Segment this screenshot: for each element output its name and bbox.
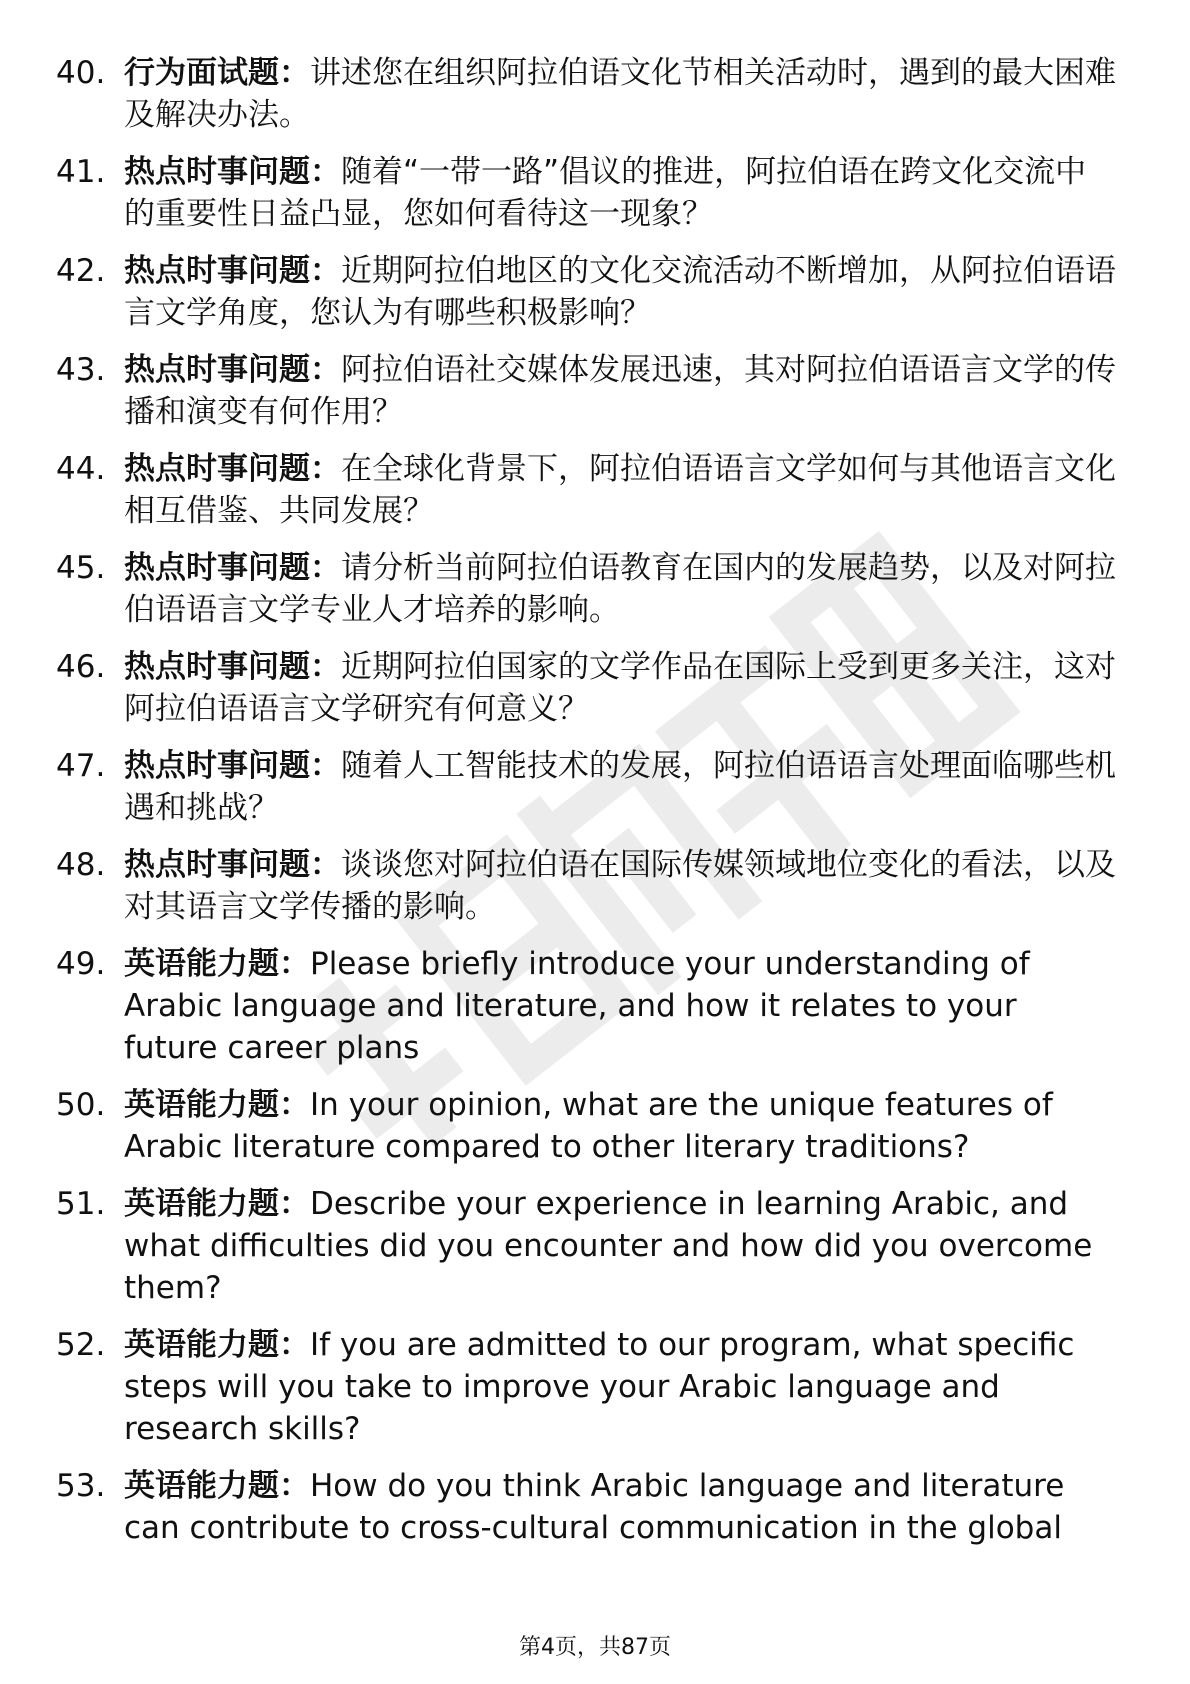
- question-body: [124, 151, 1116, 235]
- question-body: [124, 1465, 1116, 1549]
- question-category: 热点时事问题：: [124, 451, 341, 487]
- question-category: 英语能力题：: [124, 1087, 310, 1123]
- question-number: 45.: [56, 550, 106, 586]
- question-category: 热点时事问题：: [124, 253, 341, 289]
- question-text: 近期阿拉伯国家的文学作品在国际上受到更多关注，这对阿拉伯语语言文学研究有何意义？: [124, 649, 1116, 727]
- question-category: 英语能力题：: [124, 1468, 310, 1504]
- question-number: 40.: [56, 55, 106, 91]
- question-body: [124, 943, 1116, 1069]
- question-category: 英语能力题：: [124, 1327, 310, 1363]
- question-body: [124, 448, 1116, 532]
- list-item: [56, 151, 1116, 235]
- question-text: 随着“一带一路”倡议的推进，阿拉伯语在跨文化交流中的重要性日益凸显，您如何看待这一现象？: [124, 154, 1087, 232]
- question-body: [124, 1183, 1116, 1309]
- question-text: 讲述您在组织阿拉伯语文化节相关活动时，遇到的最大困难及解决办法。: [124, 55, 1116, 133]
- question-number: 53.: [56, 1468, 106, 1504]
- question-category: 行为面试题：: [124, 55, 310, 91]
- question-body: [124, 250, 1116, 334]
- question-number: 44.: [56, 451, 106, 487]
- list-item: [56, 844, 1116, 928]
- list-item: [56, 745, 1116, 829]
- page-footer: [0, 1634, 1190, 1662]
- question-body: [124, 1084, 1116, 1168]
- question-text: If you are admitted to our program, what specific steps will you take to improve your Arabic language and research skills?: [124, 1327, 1075, 1447]
- question-list: [56, 52, 1116, 1564]
- question-number: 48.: [56, 847, 106, 883]
- question-category: 热点时事问题：: [124, 154, 341, 190]
- list-item: [56, 646, 1116, 730]
- question-text: 随着人工智能技术的发展，阿拉伯语语言处理面临哪些机遇和挑战？: [124, 748, 1116, 826]
- list-item: [56, 1465, 1116, 1549]
- question-text: In your opinion, what are the unique features of Arabic literature compared to other literary traditions?: [124, 1087, 1053, 1165]
- question-text: 在全球化背景下，阿拉伯语语言文学如何与其他语言文化相互借鉴、共同发展？: [124, 451, 1116, 529]
- question-body: [124, 844, 1116, 928]
- question-category: 热点时事问题：: [124, 748, 341, 784]
- question-category: 英语能力题：: [124, 1186, 310, 1222]
- list-item: [56, 1324, 1116, 1450]
- question-body: [124, 1324, 1116, 1450]
- list-item: [56, 52, 1116, 136]
- question-category: 热点时事问题：: [124, 649, 341, 685]
- question-text: Please briefly introduce your understanding of Arabic language and literature, and how it relates to your future career plans: [124, 946, 1030, 1066]
- list-item: [56, 1183, 1116, 1309]
- question-number: 51.: [56, 1186, 106, 1222]
- question-category: 热点时事问题：: [124, 550, 341, 586]
- list-item: [56, 250, 1116, 334]
- list-item: [56, 1084, 1116, 1168]
- question-number: 49.: [56, 946, 106, 982]
- question-text: How do you think Arabic language and literature can contribute to cross-cultural communication in the global: [124, 1468, 1065, 1546]
- question-body: [124, 52, 1116, 136]
- question-text: 请分析当前阿拉伯语教育在国内的发展趋势，以及对阿拉伯语语言文学专业人才培养的影响。: [124, 550, 1116, 628]
- question-number: 43.: [56, 352, 106, 388]
- question-text: 谈谈您对阿拉伯语在国际传媒领域地位变化的看法，以及对其语言文学传播的影响。: [124, 847, 1116, 925]
- question-number: 46.: [56, 649, 106, 685]
- question-number: 47.: [56, 748, 106, 784]
- list-item: [56, 547, 1116, 631]
- question-body: [124, 349, 1116, 433]
- question-text: Describe your experience in learning Arabic, and what difficulties did you encounter and how did you overcome them?: [124, 1186, 1093, 1306]
- question-body: [124, 547, 1116, 631]
- question-category: 英语能力题：: [124, 946, 310, 982]
- question-text: 近期阿拉伯地区的文化交流活动不断增加，从阿拉伯语语言文学角度，您认为有哪些积极影响？: [124, 253, 1116, 331]
- question-number: 42.: [56, 253, 106, 289]
- list-item: [56, 448, 1116, 532]
- question-number: 52.: [56, 1327, 106, 1363]
- question-body: [124, 745, 1116, 829]
- list-item: [56, 349, 1116, 433]
- list-item: [56, 943, 1116, 1069]
- question-category: 热点时事问题：: [124, 847, 341, 883]
- page-number-label: 第4页，共87页: [519, 1635, 671, 1660]
- question-number: 41.: [56, 154, 106, 190]
- question-category: 热点时事问题：: [124, 352, 341, 388]
- question-number: 50.: [56, 1087, 106, 1123]
- question-text: 阿拉伯语社交媒体发展迅速，其对阿拉伯语语言文学的传播和演变有何作用？: [124, 352, 1116, 430]
- question-body: [124, 646, 1116, 730]
